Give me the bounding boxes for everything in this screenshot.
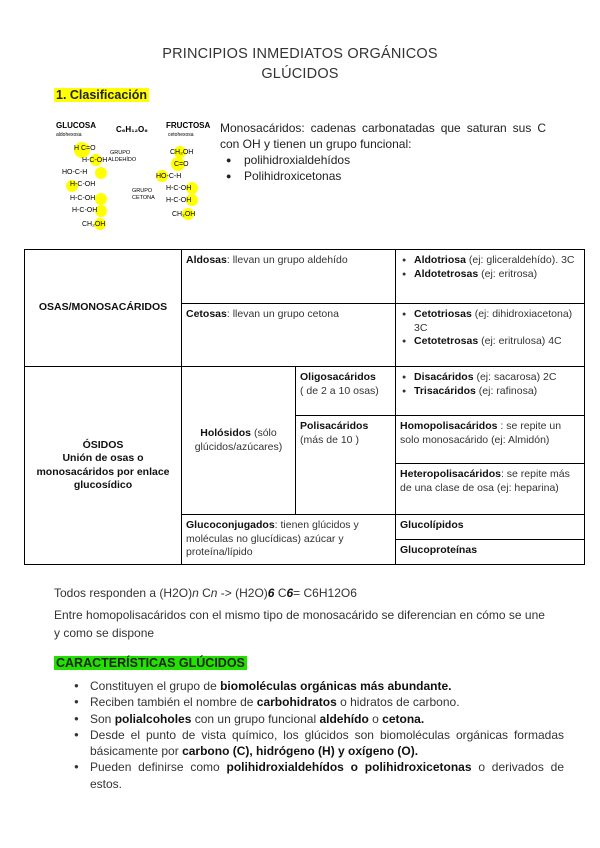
list-item: ● Pueden definirse como polihidroxialdehídos o polihidroxicetonas o derivados de estos. xyxy=(90,759,564,792)
svg-text:CH₂OH: CH₂OH xyxy=(170,149,194,156)
aldosas-cell: Aldosas: llevan un grupo aldehído xyxy=(182,250,396,304)
monosacaridos-description xyxy=(220,120,546,184)
list-item: ● Cetotetrosas (ej: eritrulosa) 4C xyxy=(414,335,580,349)
monosacaridos-text: Monosacáridos: cadenas carbonatadas que saturan sus C con OH y tienen un grupo funcional: xyxy=(220,121,546,151)
caracteristicas-list xyxy=(74,678,564,792)
grupo-aldehido-label-1: GRUPO xyxy=(110,150,131,156)
oligosacaridos-examples-cell xyxy=(396,367,585,416)
list-item: ● Cetotriosas (ej: dihidroxiacetona) 3C xyxy=(414,308,580,335)
osas-cell: OSAS/MONOSACÁRIDOS xyxy=(25,250,182,367)
homopolisacaridos-note: Entre homopolisacáridos con el mismo tipo de monosacárido se diferencian en cómo se une y como se dispone xyxy=(54,608,545,640)
svg-text:H-C-OH: H-C-OH xyxy=(82,157,108,164)
grupo-cetona-label-1: GRUPO xyxy=(132,188,153,194)
osidos-cell: ÓSIDOS Unión de osas o monosacáridos por enlace glucosídico xyxy=(25,367,182,565)
svg-text:CH₂OH: CH₂OH xyxy=(82,221,106,228)
homopolisacaridos-cell: Homopolisacáridos : se repite un solo monosacárido (ej: Almidón) xyxy=(396,416,585,464)
glucolipidos-cell: Glucolípidos xyxy=(396,515,585,540)
list-item: ● Desde el punto de vista químico, los glúcidos son biomoléculas orgánicas formadas básicamente por carbono (C), hidrógeno (H) y oxígeno (O). xyxy=(90,727,564,760)
aldosas-examples-cell xyxy=(396,250,585,304)
svg-text:CH₂OH: CH₂OH xyxy=(172,211,196,218)
glucose-chain xyxy=(62,142,107,230)
cetosas-cell: Cetosas: llevan un grupo cetona xyxy=(182,304,396,367)
svg-text:H-C-OH: H-C-OH xyxy=(70,195,96,202)
table-row xyxy=(25,250,585,304)
fructose-chain xyxy=(156,146,198,220)
holosidos-cell: Holósidos (sólo glúcidos/azúcares) xyxy=(182,367,296,515)
svg-text:HO-C-H: HO-C-H xyxy=(156,173,182,180)
classification-table xyxy=(24,249,585,565)
section-heading-caracteristicas: CARACTERÍSTICAS GLÚCIDOS xyxy=(56,656,245,670)
list-item: ● Aldotetrosas (ej: eritrosa) xyxy=(414,268,580,282)
glucosa-label: GLUCOSA xyxy=(56,121,96,130)
list-item: ● Aldotriosa (ej: gliceraldehído). 3C xyxy=(414,254,580,268)
polisacaridos-cell: Polisacáridos (más de 10 ) xyxy=(296,416,396,515)
table-row xyxy=(25,367,585,416)
glucoconjugados-cell: Glucoconjugados: tienen glúcidos y moléculas no glucídicas) azúcar y proteína/lípido xyxy=(182,515,396,565)
list-item: ● Son polialcoholes con un grupo funcional aldehído o cetona. xyxy=(90,711,564,727)
glucoproteinas-cell: Glucoproteínas xyxy=(396,540,585,565)
heteropolisacaridos-cell: Heteropolisacáridos: se repite más de una clase de osa (ej: heparina) xyxy=(396,464,585,515)
monosacaridos-list xyxy=(220,152,546,184)
glucose-fructose-diagram xyxy=(52,116,216,236)
svg-text:H-C-OH: H-C-OH xyxy=(72,207,98,214)
grupo-cetona-label-2: CETONA xyxy=(132,195,155,201)
list-item: ● Constituyen el grupo de biomoléculas orgánicas más abundante. xyxy=(90,678,564,694)
svg-text:C=O: C=O xyxy=(174,161,189,168)
molecular-formula: C₆H₁₂O₆ xyxy=(116,125,148,134)
list-item: ● Polihidroxicetonas xyxy=(244,168,546,184)
formula-line: Todos responden a (H2O)n Cn -> (H2O)6 C6= C6H12O6 xyxy=(54,586,357,600)
glucosa-subtitle: aldohexosa xyxy=(56,132,82,138)
list-item: ● Reciben también el nombre de carbohidratos o hidratos de carbono. xyxy=(90,694,564,710)
oligosacaridos-cell: Oligosacáridos ( de 2 a 10 osas) xyxy=(296,367,396,416)
svg-text:H-C-OH: H-C-OH xyxy=(166,197,192,204)
grupo-aldehido-label-2: ALDEHÍDO xyxy=(108,157,137,163)
fructosa-subtitle: cetohexosa xyxy=(168,132,194,138)
list-item: ● Trisacáridos (ej: rafinosa) xyxy=(414,385,580,399)
cetosas-examples-cell xyxy=(396,304,585,367)
list-item: ● polihidroxialdehídos xyxy=(244,152,546,168)
svg-text:H-C-OH: H-C-OH xyxy=(70,181,96,188)
page-title: PRINCIPIOS INMEDIATOS ORGÁNICOS xyxy=(162,46,438,62)
page-subtitle: GLÚCIDOS xyxy=(261,66,339,82)
fructosa-label: FRUCTOSA xyxy=(166,121,211,130)
svg-text:H C=O: H C=O xyxy=(74,145,96,152)
svg-text:HO-C-H: HO-C-H xyxy=(62,169,88,176)
section-heading-clasificacion: 1. Clasificación xyxy=(56,88,148,102)
svg-text:H-C-OH: H-C-OH xyxy=(166,185,192,192)
list-item: ● Disacáridos (ej: sacarosa) 2C xyxy=(414,371,580,385)
